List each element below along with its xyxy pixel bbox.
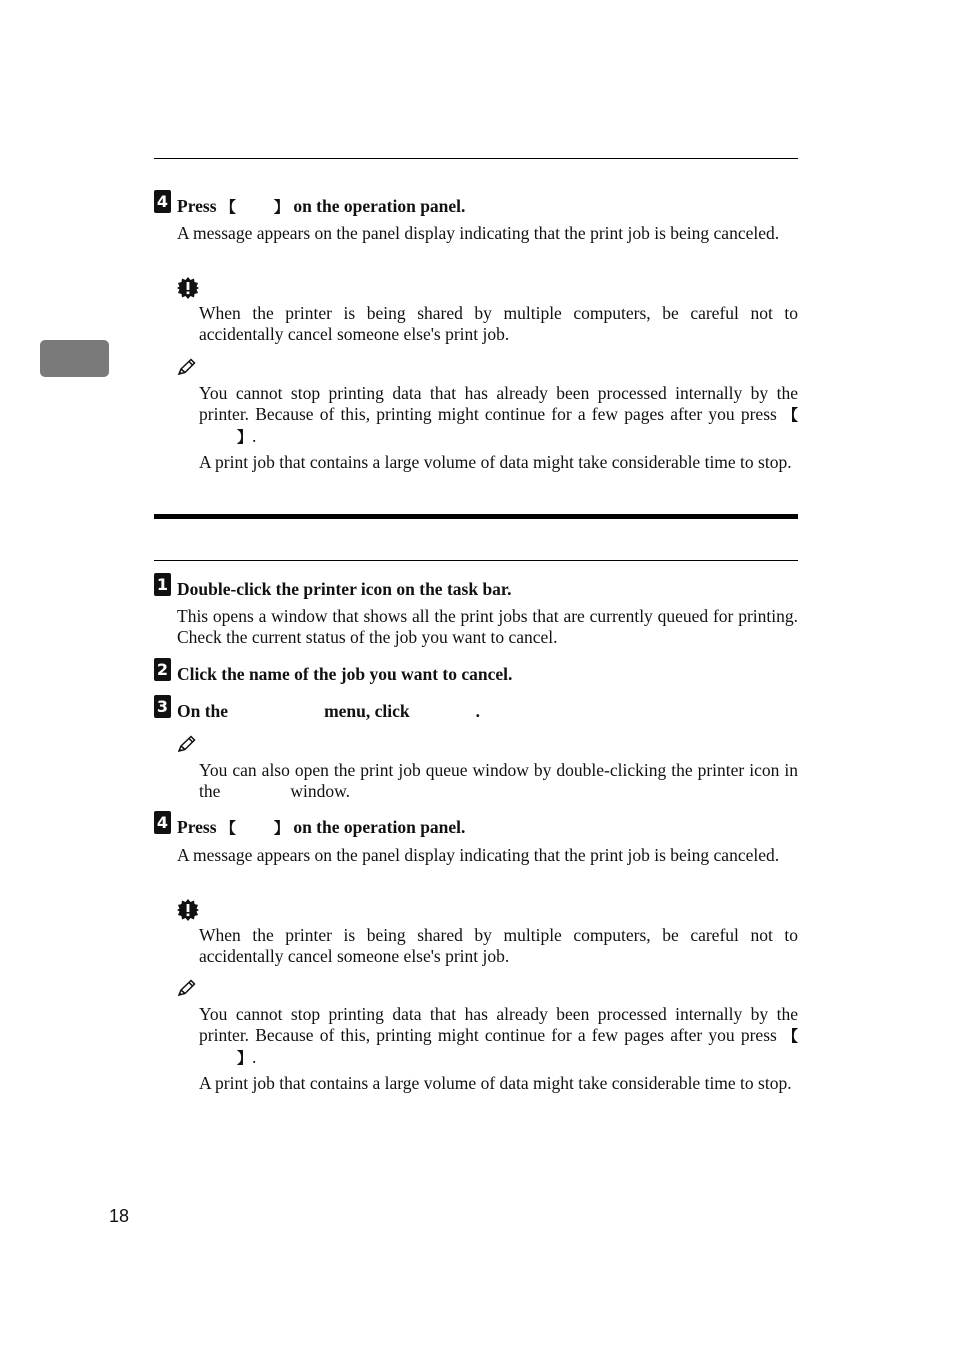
note-text-part: window. [290, 781, 351, 801]
step-title-text: on the operation panel. [288, 817, 466, 837]
step-title-text: on the operation panel. [288, 196, 466, 216]
step-title-text: On the [177, 701, 229, 721]
step-body: A message appears on the panel display indicating that the print job is being canceled. [177, 223, 780, 243]
key-bracket-close: 】 [273, 198, 289, 216]
chapter-tab [40, 340, 109, 377]
key-bracket-open: 【 [220, 819, 236, 837]
note-text-part: . [252, 1047, 257, 1067]
top-rule [154, 158, 798, 159]
step-body: This opens a window that shows all the print jobs that are currently queued for printing. Check the current status of the job you want to cancel. [177, 606, 798, 647]
page-number: 18 [109, 1206, 130, 1226]
step-title: Double-click the printer icon on the task bar. [177, 579, 512, 599]
step-title: Click the name of the job you want to cancel. [177, 664, 513, 684]
step-title [177, 817, 798, 839]
note-text [199, 760, 798, 802]
step-title-text: menu, click [324, 701, 410, 721]
step-number: 3 [154, 695, 171, 718]
note-text: A print job that contains a large volume of data might take considerable time to stop. [199, 1073, 792, 1093]
key-bracket-close: 】 [237, 428, 253, 446]
step-title-text: . [475, 701, 480, 721]
key-bracket-close: 】 [237, 1049, 253, 1067]
important-icon [177, 277, 199, 299]
step-title-text: Press [177, 196, 221, 216]
key-bracket-open: 【 [782, 406, 798, 424]
note-text-part: You cannot stop printing data that has already been processed internally by the printer. Because of this, printing might continue for a few pages after you press [199, 1004, 798, 1045]
important-text: When the printer is being shared by multiple computers, be careful not to accidentally cancel someone else's print job. [199, 925, 798, 966]
section-divider [154, 514, 798, 519]
step-number: 2 [154, 658, 171, 681]
note-text-part: You can also open the print job queue window by double-clicking the printer icon in the [199, 760, 798, 801]
pencil-note-icon [177, 979, 197, 997]
subsection-rule [154, 560, 798, 561]
note-text-part: You cannot stop printing data that has already been processed internally by the printer. Because of this, printing might continue for a few pages after you press [199, 383, 798, 424]
step-number: 4 [154, 811, 171, 834]
note-text: A print job that contains a large volume of data might take considerable time to stop. [199, 452, 792, 472]
step-title [177, 196, 798, 218]
key-bracket-close: 】 [273, 819, 289, 837]
key-bracket-open: 【 [220, 198, 236, 216]
important-text: When the printer is being shared by multiple computers, be careful not to accidentally cancel someone else's print job. [199, 303, 798, 344]
key-bracket-open: 【 [782, 1027, 798, 1045]
step-title-text: Press [177, 817, 221, 837]
step-title [177, 701, 798, 722]
step-body: A message appears on the panel display indicating that the print job is being canceled. [177, 845, 780, 865]
step-number: 4 [154, 190, 171, 213]
note-text-part: . [252, 426, 257, 446]
pencil-note-icon [177, 735, 197, 753]
pencil-note-icon [177, 358, 197, 376]
note-text [199, 383, 798, 448]
important-icon [177, 899, 199, 921]
note-text [199, 1004, 798, 1069]
step-number: 1 [154, 573, 171, 596]
